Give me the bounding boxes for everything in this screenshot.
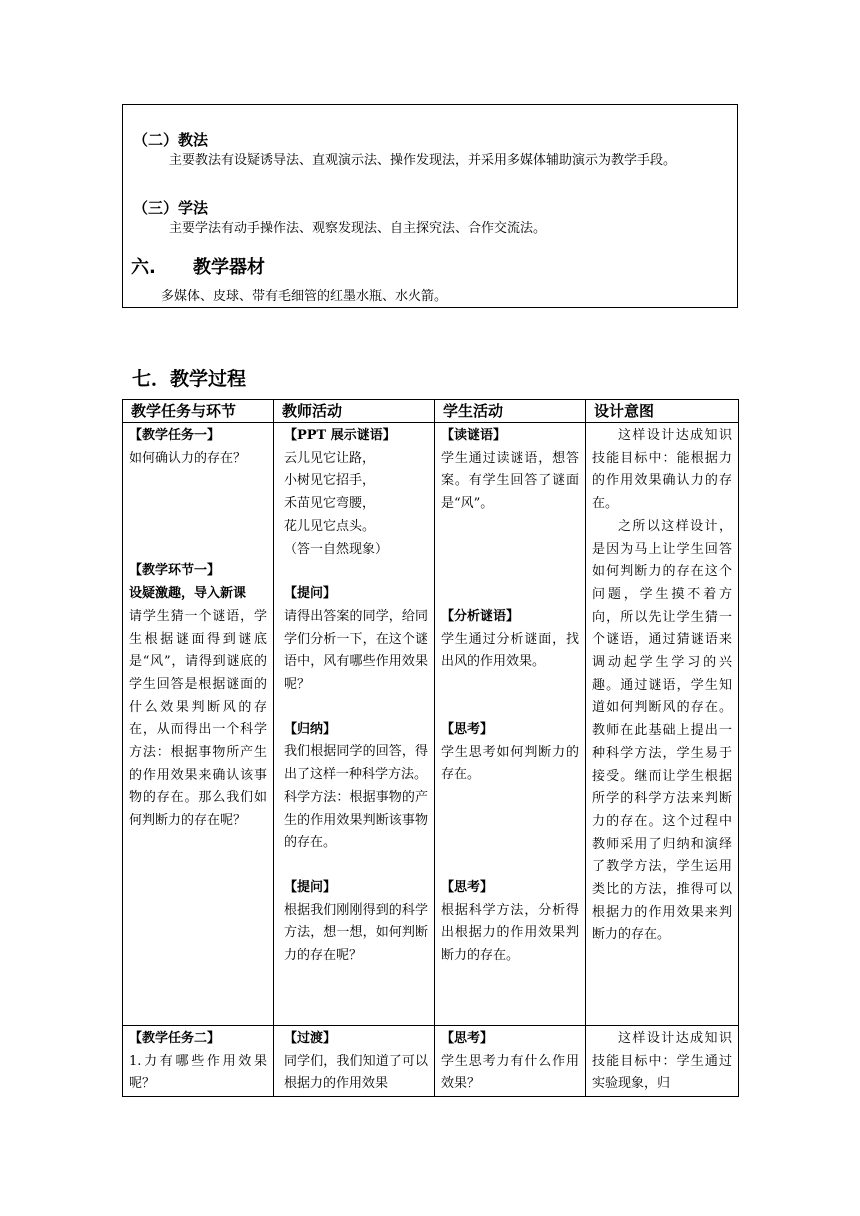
section-6-title: 教学器材 (193, 257, 265, 278)
think2-tag: 【思考】 (441, 880, 494, 896)
header-task: 教学任务与环节 (123, 400, 274, 423)
question1-tag: 【提问】 (284, 586, 337, 602)
ppt-riddle-tag: 【PPT 展示谜语】 (284, 428, 396, 443)
intent2-cell (586, 1026, 739, 1097)
riddle-line-2: 小树见它招手， (284, 473, 376, 489)
equipment-text: 多媒体、皮球、带有毛细管的红墨水瓶、水火箭。 (161, 289, 448, 304)
think2-text: 根据科学方法，分析得出根据力的作用效果判断力的存在。 (441, 902, 579, 964)
learning-method-text: 主要学法有动手操作法、观察发现法、自主探究法、合作交流法。 (169, 221, 547, 236)
section-6-number: 六. (131, 257, 156, 278)
learning-method-heading: （三）学法 (133, 199, 209, 217)
task2-tag: 【教学任务二】 (129, 1031, 221, 1046)
task1-text: 如何确认力的存在？ (129, 450, 247, 466)
task2-cell (123, 1026, 274, 1097)
summary-text: 我们根据同学的回答，得出了这样一种科学方法。 (284, 744, 428, 783)
riddle-line-5: （答一自然现象） (284, 541, 389, 557)
table-header-row (123, 400, 739, 423)
question2-tag: 【提问】 (284, 879, 337, 895)
read-riddle-text: 学生通过读谜语，想答案。有学生回答了谜面是“风”。 (441, 450, 579, 512)
methods-box (122, 104, 738, 308)
header-teacher: 教师活动 (274, 400, 435, 423)
think3-cell (435, 1026, 586, 1097)
stage1-text: 请学生猜一个谜语，学生根据谜面得到谜底是“风”，请得到谜底的学生回答是根据谜面的什么效果判断风的存在，从而得出一个科学方法：根据事物所产生的作用效果来确认该事物的存在。那么我们如何判断力的存在呢？ (129, 608, 267, 829)
transition-cell (274, 1026, 435, 1097)
analyze-riddle-tag: 【分析谜语】 (441, 608, 520, 624)
summary-tag: 【归纳】 (284, 721, 337, 737)
task-cell (123, 423, 274, 1026)
student-cell (435, 423, 586, 1026)
teaching-method-heading: （二）教法 (133, 131, 209, 149)
question2-text: 根据我们刚刚得到的科学方法，想一想，如何判断力的存在呢？ (284, 902, 428, 964)
think1-tag: 【思考】 (441, 721, 494, 737)
analyze-riddle-text: 学生通过分析谜面，找出风的作用效果。 (441, 631, 579, 670)
intent-goal-text: 这样设计达成知识技能目标中：能根据力的作用效果确认力的存在。 (592, 428, 732, 512)
riddle-line-4: 花儿见它点头。 (284, 518, 376, 534)
header-student: 学生活动 (435, 400, 586, 423)
task1-tag: 【教学任务一】 (129, 428, 221, 443)
think1-text: 学生思考如何判断力的存在。 (441, 744, 579, 783)
intent2-text: 这样设计达成知识技能目标中：学生通过实验现象，归 (592, 1031, 732, 1092)
intent-reason-text: 之所以这样设计，是因为马上让学生回答如何判断力的存在这个问题，学生摸不着方向，所以先让学生猜一个谜语，通过猜谜语来调动起学生学习的兴趣。通过谜语，学生知道如何判断风的存在。教师在此基础上提出一种科学方法，学生易于接受。继而让学生根据所学的科学方法来判断力的存在。这个过程中教师采用了归纳和演绎了教学方法，学生运用类比的方法，推得可以根据力的作用效果来判断力的存在。 (592, 518, 732, 943)
question1-text: 请得出答案的同学，给同学们分析一下，在这个谜语中，风有哪些作用效果呢？ (284, 608, 428, 693)
section-6-heading (131, 253, 265, 279)
header-intent: 设计意图 (586, 400, 739, 423)
teacher-cell (274, 423, 435, 1026)
stage1-tag: 【教学环节一】 (129, 563, 221, 579)
think3-tag: 【思考】 (441, 1031, 494, 1046)
task2-text: 1.力有哪些作用效果呢？ (129, 1053, 267, 1092)
riddle-line-3: 禾苗见它弯腰， (284, 496, 376, 512)
think3-text: 学生思考力有什么作用效果？ (441, 1053, 579, 1092)
teaching-process-table (122, 399, 739, 1097)
table-row (123, 423, 739, 1026)
transition-tag: 【过渡】 (284, 1031, 337, 1046)
teaching-method-text: 主要教法有设疑诱导法、直观演示法、操作发现法，并采用多媒体辅助演示为教学手段。 (169, 153, 677, 168)
table-row (123, 1026, 739, 1097)
intent-cell (586, 423, 739, 1026)
read-riddle-tag: 【读谜语】 (441, 428, 507, 443)
summary-method-text: 科学方法：根据事物的产生的作用效果判断该事物的存在。 (284, 789, 428, 851)
stage1-bold: 设疑激趣，导入新课 (129, 586, 247, 602)
section-7-title: 七．教学过程 (132, 368, 247, 390)
riddle-line-1: 云儿见它让路， (284, 450, 376, 466)
transition-text: 同学们，我们知道了可以根据力的作用效果 (284, 1053, 428, 1092)
